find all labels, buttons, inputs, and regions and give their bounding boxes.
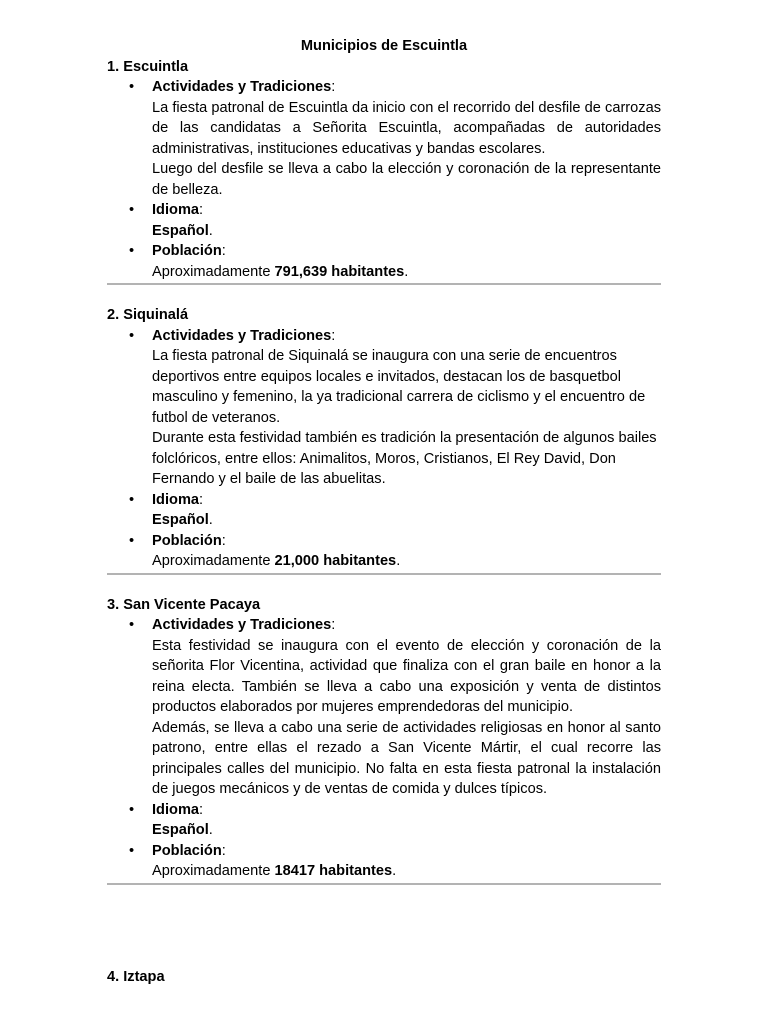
activities-item — [107, 77, 661, 200]
language-label: Idioma — [152, 491, 200, 508]
bullet-icon: • — [129, 327, 135, 344]
activities-paragraph: Durante esta festividad también es tradición la presentación de algunos bailes folclóricos, entre ellos: Animalitos, Moros, Cristianos, El Rey David, Don Fernando y el baile de las abuelitas. — [152, 430, 657, 487]
colon: : — [199, 491, 204, 508]
language-label: Idioma — [152, 801, 200, 818]
colon: : — [221, 243, 226, 259]
language-value: Español — [152, 822, 209, 838]
approx-text: Aproximadamente — [152, 263, 275, 280]
approx-text: Aproximadamente — [152, 863, 275, 879]
population-label: Población — [152, 532, 222, 549]
colon: : — [331, 327, 336, 344]
bullet-icon: • — [129, 801, 135, 818]
population-value-line — [152, 861, 661, 882]
language-value-line — [152, 820, 661, 841]
bullet-icon: • — [129, 842, 135, 859]
population-value: 18417 habitantes — [274, 863, 393, 879]
activities-paragraph: La fiesta patronal de Escuintla da inicio con el recorrido del desfile de carrozas de las candidatas a Señorita Escuintla, acompañadas de autoridades administrativas, instituciones educativas y bandas escolares. — [152, 99, 661, 157]
activities-paragraph: Además, se lleva a cabo una serie de actividades religiosas en honor al santo patrono, entre ellas el rezado a San Vicente Mártir, el cual recorre las principales calles del municipio. No falta en esta fiesta patronal la instalación de juegos mecánicos y de ventas de comida y dulces típicos. — [152, 719, 661, 797]
municipality-heading: 1. Escuintla — [107, 58, 189, 75]
period: . — [392, 863, 397, 879]
document-page — [107, 36, 661, 987]
municipality-heading: 2. Siquinalá — [107, 307, 189, 323]
bullet-icon: • — [129, 617, 135, 633]
bullet-icon: • — [129, 79, 135, 95]
municipality-section-iztapa — [107, 967, 661, 988]
population-value: 791,639 habitantes — [274, 263, 405, 280]
activities-label: Actividades y Tradiciones — [152, 327, 332, 344]
period: . — [208, 222, 213, 239]
activities-label: Actividades y Tradiciones — [152, 79, 332, 95]
language-value-line — [152, 510, 661, 531]
activities-label: Actividades y Tradiciones — [152, 617, 332, 633]
municipality-section-siquinala — [107, 305, 661, 575]
activities-paragraph: Luego del desfile se lleva a cabo la elección y coronación de la representante de belleza. — [152, 161, 661, 198]
population-value: 21,000 habitantes — [274, 553, 397, 569]
municipality-details — [107, 615, 661, 882]
bullet-icon: • — [129, 243, 135, 259]
municipality-details — [107, 77, 661, 282]
colon: : — [331, 79, 336, 95]
municipality-details — [107, 326, 661, 572]
population-value-line — [152, 262, 661, 283]
population-item — [107, 531, 661, 572]
bullet-icon: • — [129, 202, 135, 218]
colon: : — [199, 202, 204, 218]
municipality-heading: 4. Iztapa — [107, 968, 165, 985]
language-item — [107, 490, 661, 531]
period: . — [208, 822, 213, 838]
language-label: Idioma — [152, 202, 200, 218]
population-value-line — [152, 551, 661, 572]
document-title: Municipios de Escuintla — [300, 38, 468, 54]
language-value-line — [152, 221, 661, 242]
activities-item — [107, 615, 661, 800]
activities-paragraph: La fiesta patronal de Siquinalá se inaugura con una serie de encuentros deportivos entre equipos locales e invitados, destacan los de basquetbol masculino y femenino, la ya tradicional carrera de ciclismo y el encuentro de futbol de veteranos. — [152, 348, 646, 426]
municipality-section-escuintla — [107, 57, 661, 286]
bullet-icon: • — [129, 491, 135, 508]
municipality-heading: 3. San Vicente Pacaya — [107, 596, 261, 613]
period: . — [404, 263, 409, 280]
activities-item — [107, 326, 661, 490]
period: . — [396, 553, 401, 569]
language-item — [107, 800, 661, 841]
language-item — [107, 200, 661, 241]
activities-paragraph: Esta festividad se inaugura con el evento de elección y coronación de la señorita Flor Vicentina, actividad que finaliza con el gran baile en honor a la reina electa. También se lleva a cabo una exposición y venta de distintos productos elaborados por mujeres emprendedoras del municipio. — [152, 637, 661, 715]
population-label: Población — [152, 243, 222, 259]
language-value: Español — [152, 222, 209, 239]
colon: : — [221, 532, 226, 549]
language-value: Español — [152, 512, 209, 528]
colon: : — [221, 842, 226, 859]
period: . — [208, 512, 213, 528]
approx-text: Aproximadamente — [152, 553, 275, 569]
colon: : — [199, 801, 204, 818]
population-item — [107, 241, 661, 282]
population-label: Población — [152, 842, 222, 859]
municipality-section-san-vicente-pacaya — [107, 595, 661, 885]
bullet-icon: • — [129, 532, 135, 549]
population-item — [107, 841, 661, 882]
colon: : — [331, 617, 336, 633]
